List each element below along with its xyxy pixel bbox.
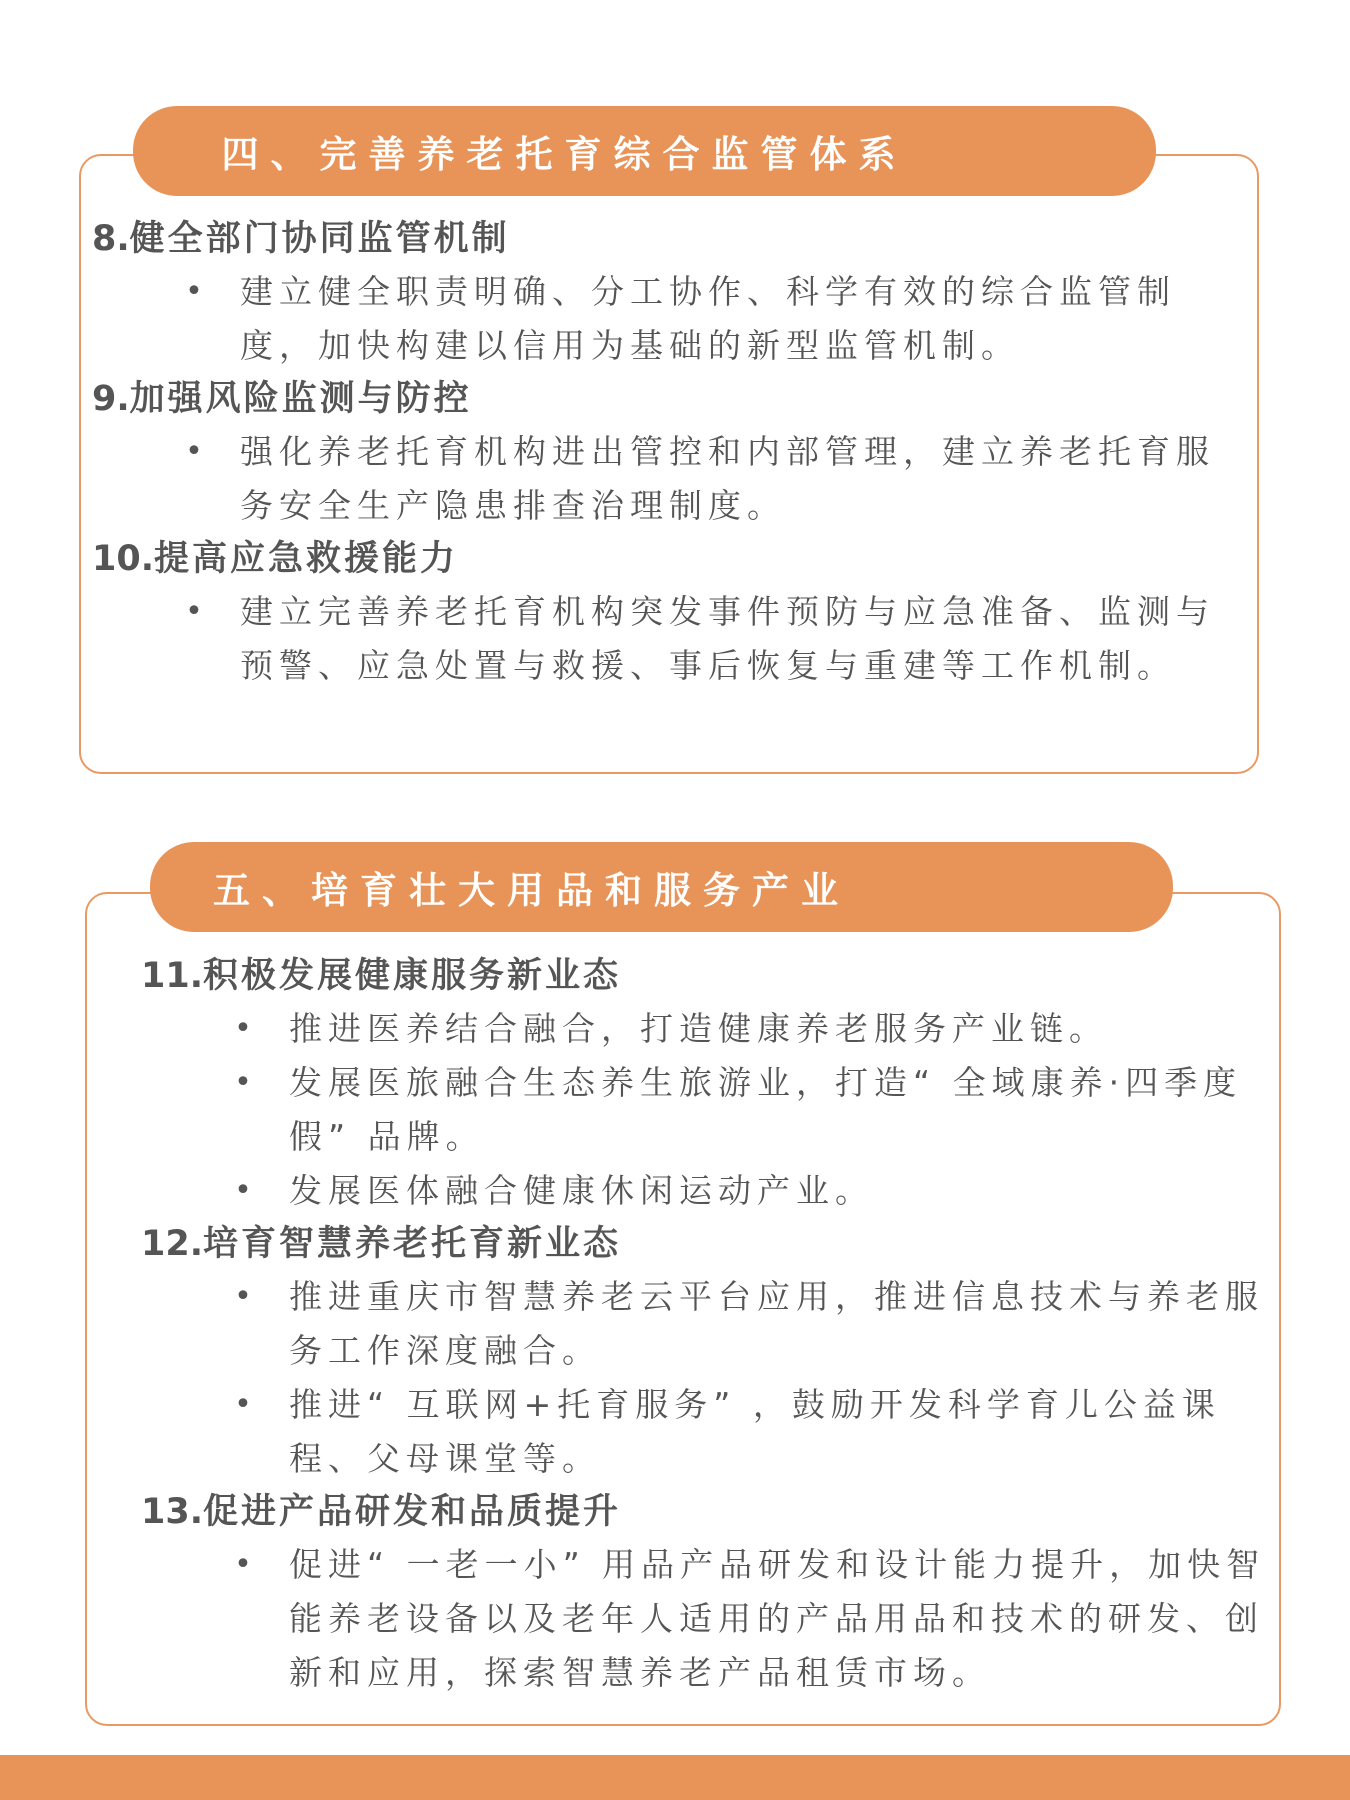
bullet-text: 建立完善养老托育机构突发事件预防与应急准备、监测与预警、应急处置与救援、事后恢复与重建等工作机制。	[240, 592, 1215, 685]
item-13	[141, 1486, 1291, 1700]
item-13-list	[141, 1538, 1291, 1700]
list-item	[141, 1378, 1291, 1486]
item-10-number: 10.	[92, 539, 155, 579]
bullet-dot: •	[234, 1279, 252, 1314]
list-item	[141, 1002, 1291, 1056]
item-11	[141, 950, 1291, 1218]
bullet-dot: •	[234, 1173, 252, 1208]
bullet-dot: •	[185, 594, 203, 629]
bullet-text: 发展医体融合健康休闲运动产业。	[289, 1171, 874, 1210]
bullet-text: 推进重庆市智慧养老云平台应用，推进信息技术与养老服务工作深度融合。	[289, 1277, 1264, 1370]
bullet-text: 推进医养结合融合，打造健康养老服务产业链。	[289, 1009, 1108, 1048]
item-13-title: 促进产品研发和品质提升	[203, 1492, 622, 1532]
bullet-text: 发展医旅融合生态养生旅游业，打造“ 全域康养·四季度假” 品牌。	[289, 1063, 1243, 1156]
item-9-list	[92, 425, 1267, 533]
item-8-number: 8.	[92, 219, 130, 259]
list-item	[141, 1164, 1291, 1218]
list-item	[92, 265, 1267, 373]
item-10-title: 提高应急救援能力	[154, 539, 459, 579]
item-8-title: 健全部门协同监管机制	[129, 219, 510, 259]
bullet-dot: •	[234, 1011, 252, 1046]
item-13-heading	[141, 1486, 1291, 1538]
list-item	[141, 1270, 1291, 1378]
item-13-number: 13.	[141, 1492, 204, 1532]
item-9-number: 9.	[92, 379, 130, 419]
section-4-banner	[133, 106, 1156, 196]
item-12-heading	[141, 1218, 1291, 1270]
item-12-title: 培育智慧养老托育新业态	[203, 1224, 622, 1264]
list-item	[141, 1056, 1291, 1164]
item-12-number: 12.	[141, 1224, 204, 1264]
item-8-list	[92, 265, 1267, 373]
item-9	[92, 373, 1267, 533]
item-10-list	[92, 585, 1267, 693]
item-8-heading	[92, 213, 1267, 265]
bullet-dot: •	[234, 1065, 252, 1100]
section-5-title: 五、培育壮大用品和服务产业	[213, 869, 850, 912]
item-11-title: 积极发展健康服务新业态	[203, 956, 622, 996]
section-4-content	[92, 213, 1267, 693]
item-9-title: 加强风险监测与防控	[129, 379, 472, 419]
bullet-text: 强化养老托育机构进出管控和内部管理，建立养老托育服务安全生产隐患排查治理制度。	[240, 432, 1215, 525]
item-11-number: 11.	[141, 956, 204, 996]
item-8	[92, 213, 1267, 373]
bullet-dot: •	[185, 434, 203, 469]
bullet-dot: •	[234, 1547, 252, 1582]
bullet-text: 建立健全职责明确、分工协作、科学有效的综合监管制度，加快构建以信用为基础的新型监管机制。	[240, 272, 1176, 365]
item-11-list	[141, 1002, 1291, 1218]
list-item	[92, 585, 1267, 693]
item-9-heading	[92, 373, 1267, 425]
item-10	[92, 533, 1267, 693]
bullet-dot: •	[234, 1387, 252, 1422]
list-item	[141, 1538, 1291, 1700]
item-11-heading	[141, 950, 1291, 1002]
section-4-title: 四、完善养老托育综合监管体系	[221, 133, 908, 176]
bullet-dot: •	[185, 274, 203, 309]
item-12-list	[141, 1270, 1291, 1486]
footer-bar	[0, 1755, 1350, 1800]
item-12	[141, 1218, 1291, 1486]
bullet-text: 促进“ 一老一小” 用品产品研发和设计能力提升，加快智能养老设备以及老年人适用的产品用品和技术的研发、创新和应用，探索智慧养老产品租赁市场。	[289, 1545, 1266, 1692]
item-10-heading	[92, 533, 1267, 585]
list-item	[92, 425, 1267, 533]
section-5-banner	[150, 842, 1173, 932]
section-5-content	[141, 950, 1291, 1700]
bullet-text: 推进“ 互联网+托育服务” ，鼓励开发科学育儿公益课程、父母课堂等。	[289, 1385, 1221, 1478]
